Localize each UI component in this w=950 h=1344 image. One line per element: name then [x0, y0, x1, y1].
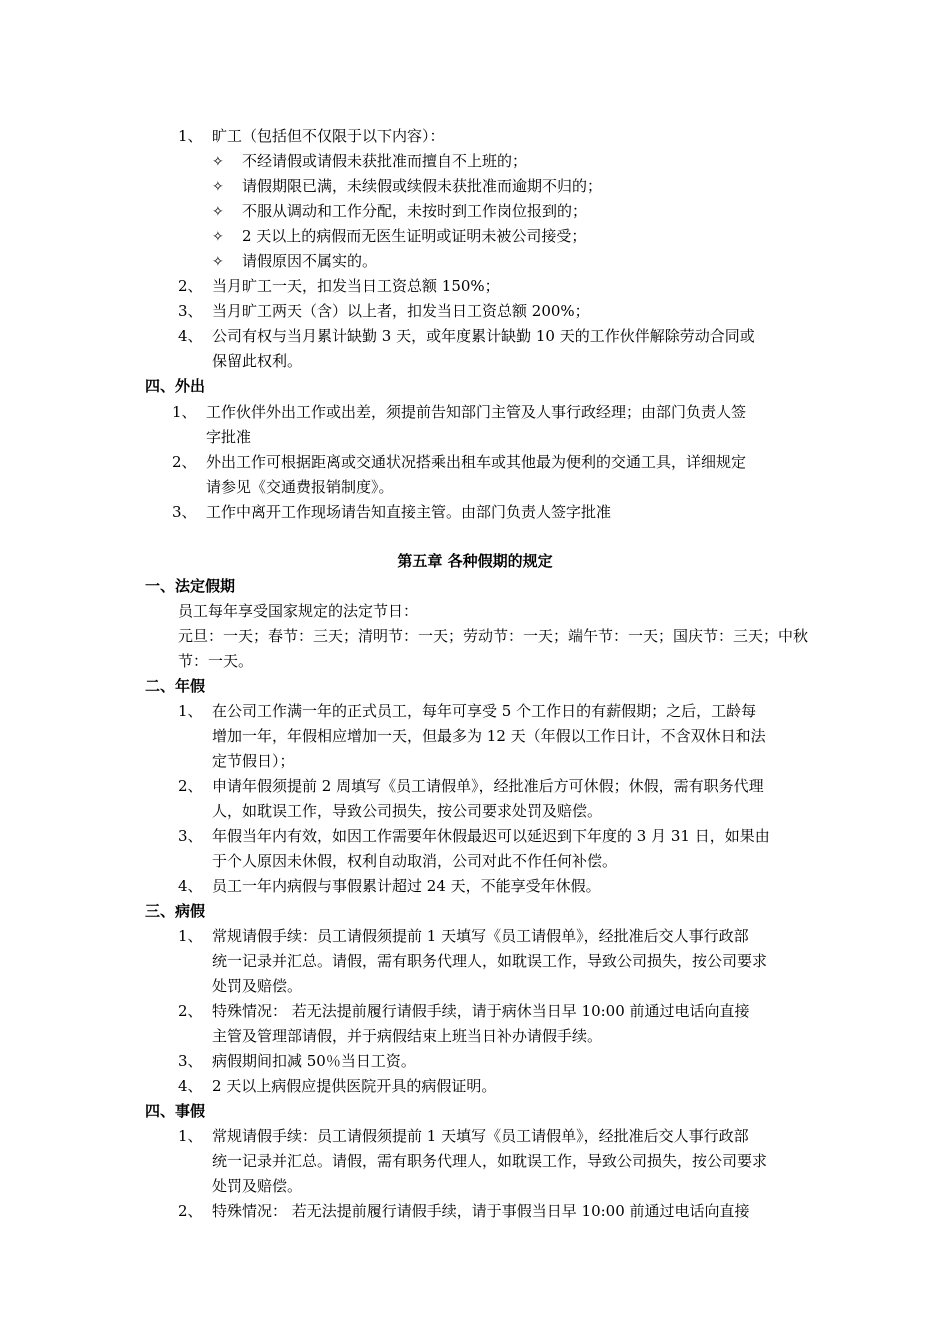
- annual-item-3-cont: 于个人原因未休假，权利自动取消，公司对此不作任何补偿。: [212, 852, 618, 870]
- personal-item-2: 2、 特殊情况： 若无法提前履行请假手续，请于事假当日早 10:00 前通过电话向直接: [178, 1202, 750, 1220]
- absence-sub-item: ✧ 不经请假或请假未获批准而擅自不上班的；: [212, 149, 527, 174]
- chapter-title: 第五章 各种假期的规定: [397, 552, 553, 570]
- going-out-item-1-cont: 字批准: [206, 428, 252, 446]
- personal-item-1-cont: 处罚及赔偿。: [212, 1177, 303, 1195]
- absence-item-2: 2、 当月旷工一天，扣发当日工资总额 150%；: [178, 277, 500, 295]
- absence-sub-item: ✧ 请假原因不属实的。: [212, 249, 377, 274]
- section-heading-sick: 三、病假: [145, 902, 206, 920]
- diamond-bullet-icon: ✧: [212, 154, 224, 170]
- statutory-holidays: 元旦：一天；春节：三天；清明节：一天；劳动节：一天；端午节：一天；国庆节：三天；中秋: [178, 627, 809, 645]
- going-out-item-1: 1、 工作伙伴外出工作或出差，须提前告知部门主管及人事行政经理；由部门负责人签: [172, 403, 747, 421]
- diamond-bullet-icon: ✧: [212, 229, 224, 245]
- section-heading-annual: 二、年假: [145, 677, 206, 695]
- section-heading-personal: 四、事假: [145, 1102, 206, 1120]
- annual-item-2: 2、 申请年假须提前 2 周填写《员工请假单》，经批准后方可休假；休假，需有职务代理: [178, 777, 764, 795]
- personal-item-1: 1、 常规请假手续：员工请假须提前 1 天填写《员工请假单》，经批准后交人事行政部: [178, 1127, 749, 1145]
- going-out-item-3: 3、 工作中离开工作现场请告知直接主管。由部门负责人签字批准: [172, 503, 612, 521]
- statutory-holidays-cont: 节：一天。: [178, 652, 254, 670]
- absence-sub-item: ✧ 请假期限已满，未续假或续假未获批准而逾期不归的；: [212, 174, 602, 199]
- annual-item-1: 1、 在公司工作满一年的正式员工，每年可享受 5 个工作日的有薪假期；之后，工龄每: [178, 702, 757, 720]
- diamond-bullet-icon: ✧: [212, 179, 224, 195]
- sick-item-1: 1、 常规请假手续：员工请假须提前 1 天填写《员工请假单》，经批准后交人事行政部: [178, 927, 749, 945]
- sick-item-2-cont: 主管及管理部请假，并于病假结束上班当日补办请假手续。: [212, 1027, 603, 1045]
- absence-item-1: 1、 旷工（包括但不仅限于以下内容）：: [178, 127, 445, 145]
- statutory-intro: 员工每年享受国家规定的法定节日：: [178, 602, 419, 620]
- sick-item-1-cont: 处罚及赔偿。: [212, 977, 303, 995]
- absence-item-3: 3、 当月旷工两天（含）以上者，扣发当日工资总额 200%；: [178, 302, 590, 320]
- diamond-bullet-icon: ✧: [212, 254, 224, 270]
- sick-item-2: 2、 特殊情况： 若无法提前履行请假手续，请于病休当日早 10:00 前通过电话向直接: [178, 1002, 750, 1020]
- annual-item-1-cont: 定节假日）；: [212, 752, 295, 770]
- annual-item-4: 4、 员工一年内病假与事假累计超过 24 天，不能享受年休假。: [178, 877, 601, 895]
- diamond-bullet-icon: ✧: [212, 204, 224, 220]
- annual-item-3: 3、 年假当年内有效，如因工作需要年休假最迟可以延迟到下年度的 3 月 31 日，如果由: [178, 827, 770, 845]
- absence-sub-item: ✧ 不服从调动和工作分配，未按时到工作岗位报到的；: [212, 199, 587, 224]
- going-out-item-2: 2、 外出工作可根据距离或交通状况搭乘出租车或其他最为便利的交通工具，详细规定: [172, 453, 747, 471]
- annual-item-1-cont: 增加一年，年假相应增加一天，但最多为 12 天（年假以工作日计，不含双休日和法: [212, 727, 766, 745]
- absence-item-4: 4、 公司有权与当月累计缺勤 3 天，或年度累计缺勤 10 天的工作伙伴解除劳动合同或: [178, 327, 755, 345]
- absence-sub-item: ✧ 2 天以上的病假而无医生证明或证明未被公司接受；: [212, 224, 586, 249]
- going-out-item-2-cont: 请参见《交通费报销制度》。: [206, 478, 394, 496]
- section-heading-statutory: 一、法定假期: [145, 577, 236, 595]
- sick-item-1-cont: 统一记录并汇总。请假，需有职务代理人，如耽误工作，导致公司损失，按公司要求: [212, 952, 768, 970]
- section-heading-going-out: 四、外出: [145, 377, 206, 395]
- absence-item-4-cont: 保留此权利。: [212, 352, 303, 370]
- sick-item-4: 4、 2 天以上病假应提供医院开具的病假证明。: [178, 1077, 497, 1095]
- personal-item-1-cont: 统一记录并汇总。请假，需有职务代理人，如耽误工作，导致公司损失，按公司要求: [212, 1152, 768, 1170]
- annual-item-2-cont: 人，如耽误工作，导致公司损失，按公司要求处罚及赔偿。: [212, 802, 603, 820]
- sick-item-3: 3、 病假期间扣减 50％当日工资。: [178, 1052, 416, 1070]
